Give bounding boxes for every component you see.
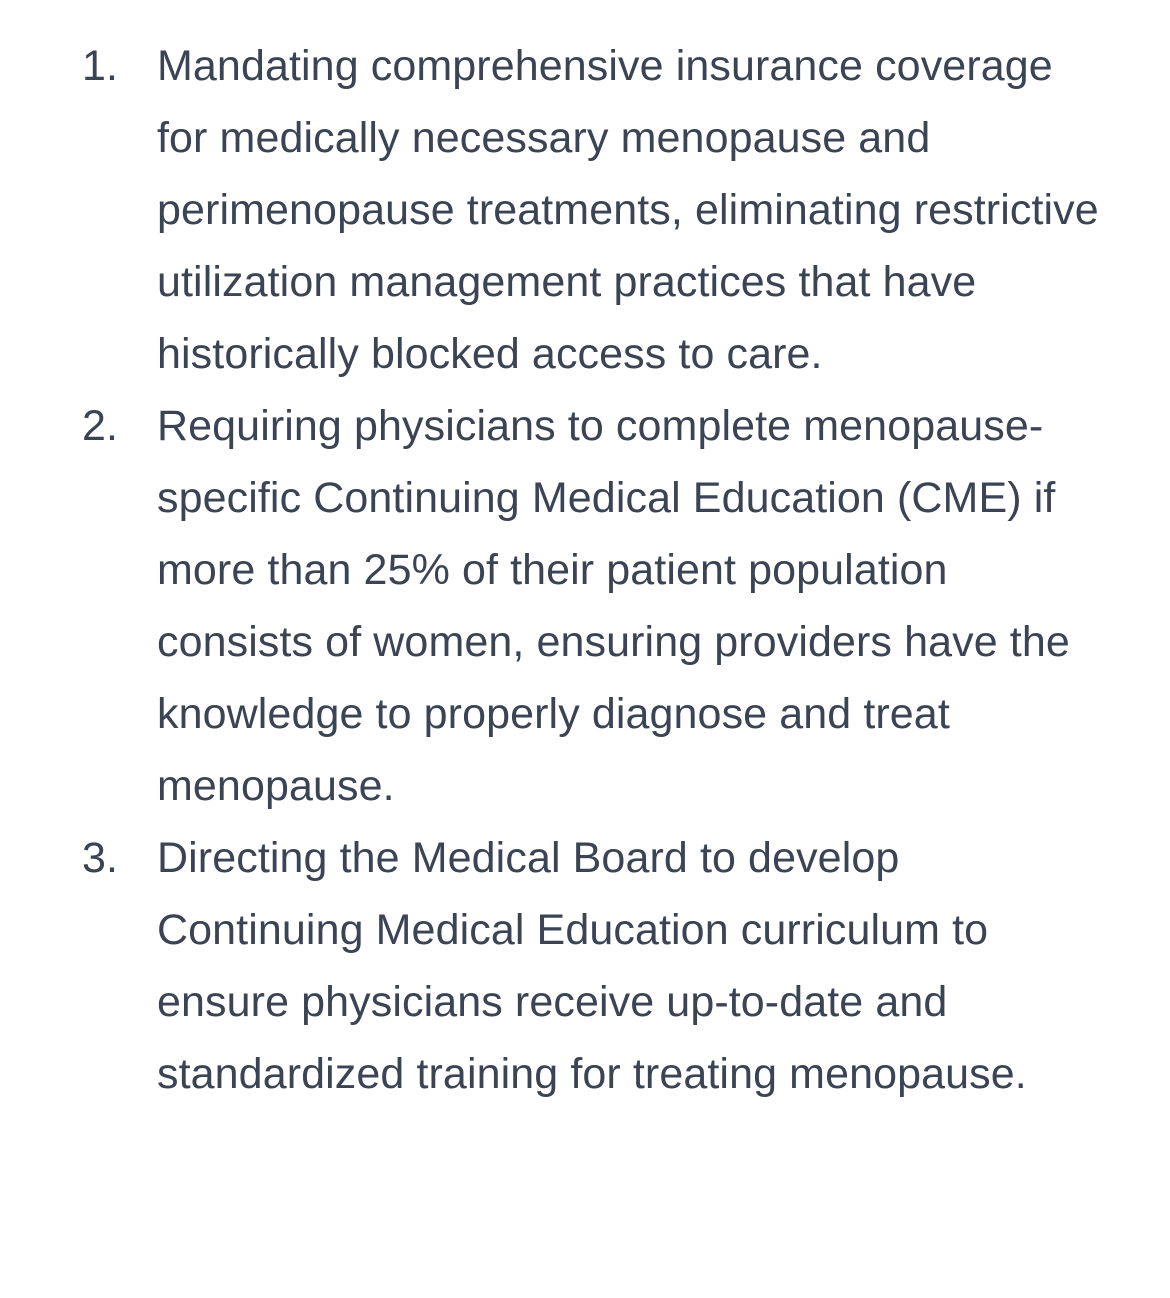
list-item-number: 1. [82,42,119,90]
list-item [0,30,1170,390]
list-item-number: 2. [82,402,119,450]
list-item-text: Requiring physicians to complete menopause-specific Continuing Medical Education (CME) if more than 25% of their patient population consists of women, ensuring providers have the knowledge to properly diagnose and treat menopause. [157,402,1070,810]
numbered-list [0,30,1170,1110]
list-item-text: Directing the Medical Board to develop Continuing Medical Education curriculum to ensure physicians receive up-to-date and standardized training for treating menopause. [157,834,1027,1098]
list-item-number: 3. [82,834,119,882]
list-item [0,822,1170,1110]
list-item [0,390,1170,822]
list-item-text: Mandating comprehensive insurance coverage for medically necessary menopause and perimenopause treatments, eliminating restrictive utilization management practices that have historically blocked access to care. [157,42,1099,378]
